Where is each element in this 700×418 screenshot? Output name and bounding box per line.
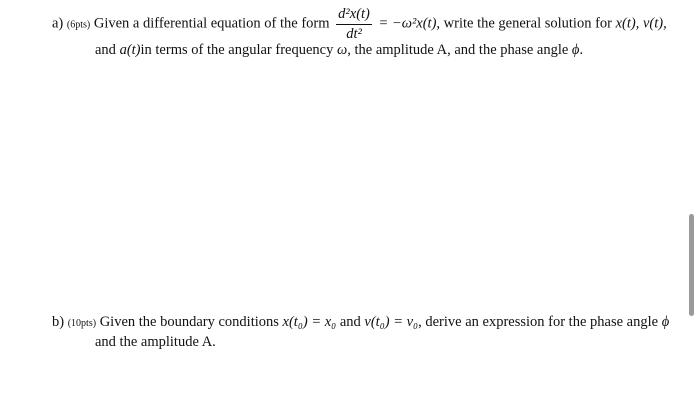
question-b-line2-text: and the amplitude A. (95, 334, 216, 350)
question-b-label: b) (52, 314, 65, 330)
question-b-intro-text: Given the boundary conditions (99, 314, 279, 330)
question-b-line2 (95, 334, 216, 351)
phi-symbol-a: ϕ (571, 42, 580, 58)
question-a-line2-rest: , the amplitude A, and the phase angle (347, 42, 569, 58)
question-a-period: . (579, 42, 584, 58)
question-a-line2 (95, 42, 583, 59)
boundary-condition-v: v(t₀) = v₀ (364, 314, 419, 330)
phi-symbol-b: ϕ (661, 314, 670, 330)
fraction-numerator: d²x(t) (336, 7, 372, 25)
fraction-denominator: dt² (346, 25, 362, 42)
question-a-intro-text: Given a differential equation of the form (93, 15, 330, 32)
question-b-points: (10pts) (67, 318, 97, 329)
vertical-scrollbar[interactable] (689, 214, 694, 316)
question-a-and: and (95, 42, 116, 58)
question-a-functions: x(t), v(t), (615, 15, 667, 32)
question-a-points: (6pts) (66, 19, 91, 31)
question-b-and: and (339, 314, 361, 330)
question-b-line1 (52, 314, 669, 331)
question-a-task-text: write the general solution for (443, 15, 612, 32)
question-a-line2-text: in terms of the angular frequency (140, 42, 334, 58)
question-a-line1 (52, 7, 667, 41)
boundary-condition-x: x(t₀) = x₀ (282, 314, 337, 330)
question-b-task-text: , derive an expression for the phase angle (418, 314, 659, 330)
omega-symbol: ω (336, 42, 348, 58)
question-a-label: a) (52, 15, 64, 32)
derivative-fraction (336, 7, 372, 41)
question-a-acceleration: a(t) (119, 42, 141, 58)
equation-rhs: = −ω²x(t), (378, 15, 441, 32)
